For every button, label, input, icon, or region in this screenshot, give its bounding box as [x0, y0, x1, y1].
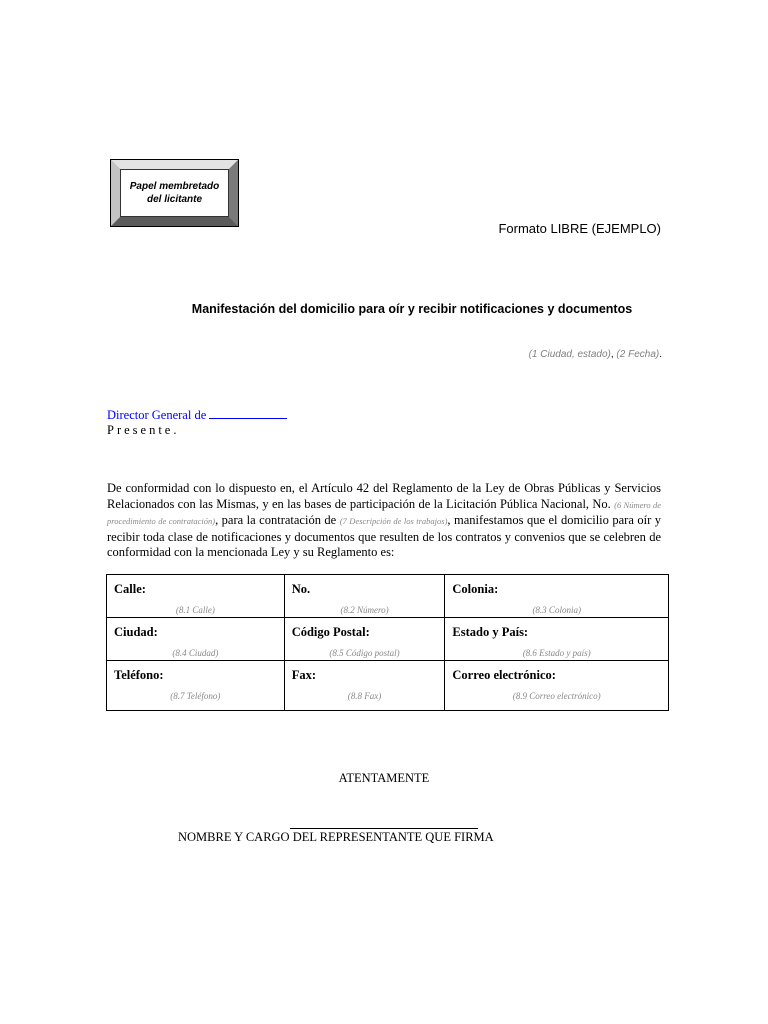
cell-label: Ciudad:: [114, 625, 158, 639]
body-part-3: , manifestamos que el domicilio para oír y recibir toda clase de notificaciones y documentos que resulten de los contratos y convenios que se celebren de conformidad con la mencionada Ley y su Reglamento es:: [107, 513, 662, 559]
table-cell-postal-code: [284, 618, 445, 661]
letterhead-inner: [120, 169, 229, 217]
table-row: [107, 661, 669, 711]
address-table: [106, 574, 669, 711]
addressee-line: [107, 407, 287, 423]
letterhead-line-1: Papel membretado: [129, 181, 220, 192]
table-row: [107, 575, 669, 618]
cell-placeholder: (8.3 Colonia): [532, 605, 581, 615]
cell-placeholder: (8.2 Número): [340, 605, 389, 615]
body-part-2: , para la contratación de: [215, 513, 340, 527]
cell-placeholder: (8.8 Fax): [347, 691, 382, 701]
closing-text: ATENTAMENTE: [338, 771, 430, 785]
cell-label: Fax:: [291, 668, 316, 682]
place-date-end: .: [659, 349, 662, 360]
cell-placeholder: (8.6 Estado y país): [522, 648, 591, 658]
present-line: Presente.: [107, 423, 180, 437]
cell-label: Estado y País:: [452, 625, 529, 639]
table-cell-city: [107, 618, 285, 661]
place-date-line: [529, 349, 662, 360]
table-cell-phone: [107, 661, 285, 711]
table-cell-street: [107, 575, 285, 618]
cell-placeholder: (8.4 Ciudad): [172, 648, 219, 658]
cell-placeholder: (8.1 Calle): [175, 605, 215, 615]
format-label: Formato LIBRE (EJEMPLO): [498, 221, 661, 236]
cell-label: Correo electrónico:: [452, 668, 556, 682]
table-row: [107, 618, 669, 661]
addressee-label: Director General de: [107, 408, 207, 422]
cell-label: Teléfono:: [114, 668, 164, 682]
place-date-separator: ,: [610, 349, 614, 360]
cell-placeholder: (8.9 Correo electrónico): [512, 691, 601, 701]
table-cell-colony: [445, 575, 669, 618]
table-cell-email: [445, 661, 669, 711]
place-placeholder: (1 Ciudad, estado): [528, 349, 611, 360]
cell-placeholder: (8.7 Teléfono): [170, 691, 221, 701]
cell-label: Código Postal:: [291, 625, 370, 639]
table-cell-number: [284, 575, 445, 618]
cell-placeholder: (8.5 Código postal): [329, 648, 400, 658]
letterhead-box: [110, 159, 239, 227]
cell-label: Colonia:: [452, 582, 499, 596]
table-cell-fax: [284, 661, 445, 711]
signature-line: [290, 828, 478, 829]
addressee-blank: [209, 407, 287, 419]
cell-label: No.: [291, 582, 311, 596]
letterhead-line-2: del licitante: [146, 194, 202, 205]
body-part-1: De conformidad con lo dispuesto en, el Artículo 42 del Reglamento de la Ley de Obras Públicas y Servicios Relacionados con las Mismas, y en las bases de participación de la Licitación Pública Nacional, No.: [107, 481, 661, 511]
document-title: Manifestación del domicilio para oír y recibir notificaciones y documentos: [191, 302, 633, 316]
cell-label: Calle:: [114, 582, 146, 596]
table-cell-state-country: [445, 618, 669, 661]
date-placeholder: (2 Fecha): [616, 349, 660, 360]
body-paragraph: [107, 481, 661, 561]
procedure-number-placeholder: (6 Número de procedimiento de contratación): [107, 499, 661, 526]
signer-name-title: NOMBRE Y CARGO DEL REPRESENTANTE QUE FIRMA: [178, 830, 494, 844]
works-description-placeholder: (7 Descripción de los trabajos): [339, 516, 448, 526]
